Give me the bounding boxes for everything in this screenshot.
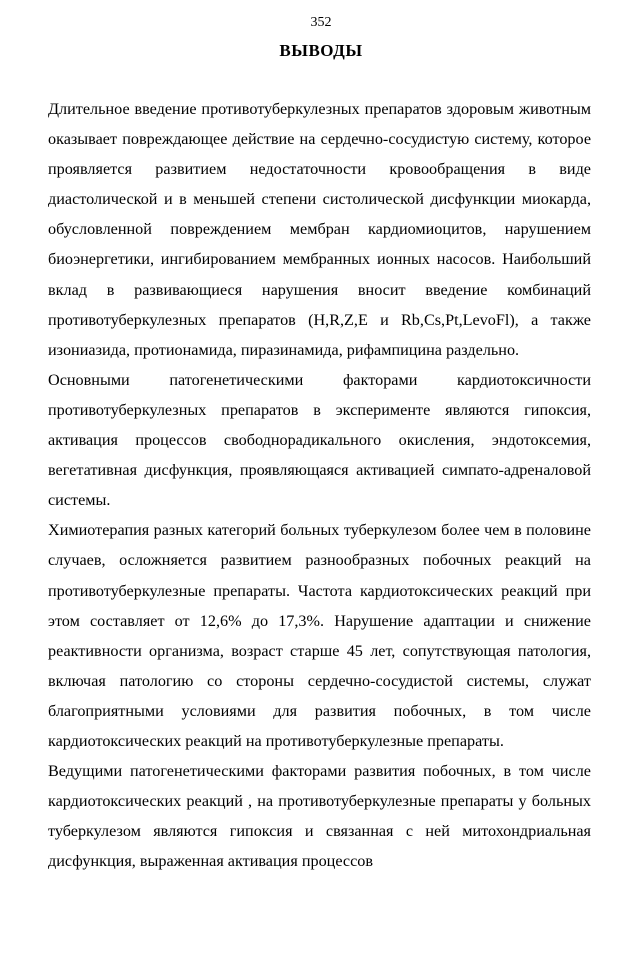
paragraph-4: Ведущими патогенетическими факторами развития побочных, в том числе кардиотоксических реакций , на противотуберкулезные препараты у больных туберкулезом являются гипоксия и связанная с ней митохондриальная дисфункция, выраженная активация процессов xyxy=(48,762,591,871)
section-heading: ВЫВОДЫ xyxy=(279,41,363,60)
paragraph-3: Химиотерапия разных категорий больных туберкулезом более чем в половине случаев, осложняется развитием разнообразных побочных реакций на противотуберкулезные препараты. Частота кардиотоксических реакций при этом составляет от 12,6% до 17,3%. Нарушение адаптации и снижение реактивности организма, возраст старше 45 лет, сопутствующая патология, включая патологию со стороны сердечно-сосудистой системы, служат благоприятными условиями для развития побочных, в том числе кардиотоксических реакций на противотуберкулезные препараты. xyxy=(48,521,591,750)
page-number: 352 xyxy=(310,15,332,30)
paragraph-1: Длительное введение противотуберкулезных препаратов здоровым животным оказывает повреждающее действие на сердечно-сосудистую систему, которое проявляется развитием недостаточности кровообращения в виде диастолической и в меньшей степени систолической дисфункции миокарда, обусловленной повреждением мембран кардиомиоцитов, нарушением биоэнергетики, ингибированием мембранных ионных насосов. Наибольший вклад в развивающиеся нарушения вносит введение комбинаций противотуберкулезных препаратов (H,R,Z,E и Rb,Cs,Pt,LevoFl), а также изониазида, протионамида, пиразинамида, рифампицина раздельно. xyxy=(48,100,591,359)
paragraph-2: Основными патогенетическими факторами кардиотоксичности противотуберкулезных препаратов в эксперименте являются гипоксия, активация процессов свободнорадикального окисления, эндотоксемия, вегетативная дисфункция, проявляющаяся активацией симпато-адреналовой системы. xyxy=(48,370,591,510)
body-text xyxy=(48,94,591,876)
